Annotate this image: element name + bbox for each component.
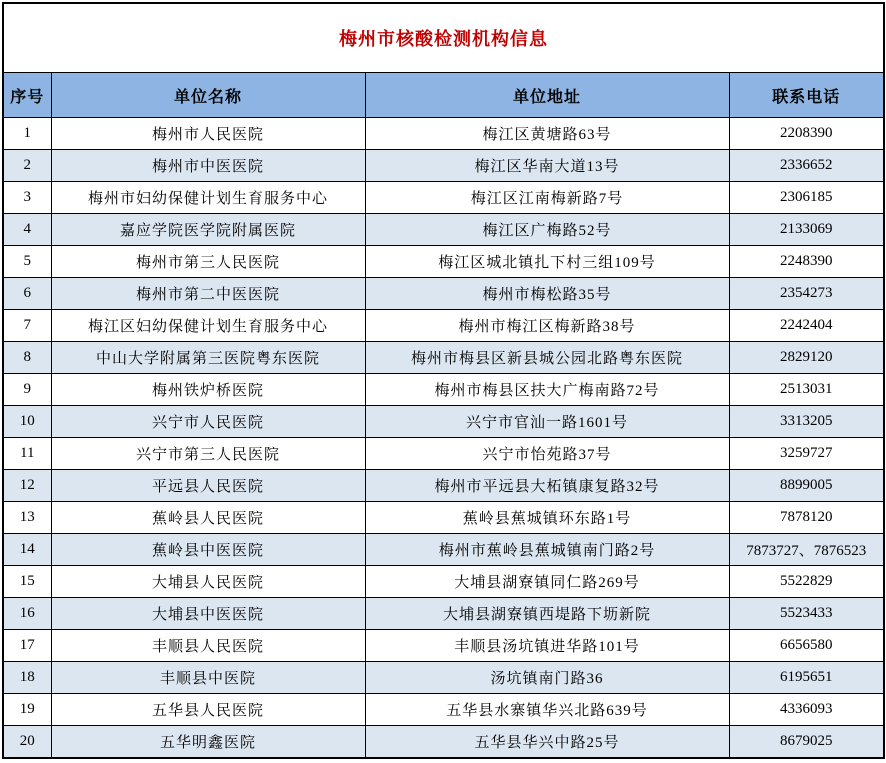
cell-name: 梅州市第二中医医院: [51, 278, 365, 310]
cell-phone: 3259727: [729, 438, 884, 470]
cell-phone: 6195651: [729, 662, 884, 694]
cell-phone: 2248390: [729, 246, 884, 278]
cell-name: 嘉应学院医学院附属医院: [51, 214, 365, 246]
cell-phone: 6656580: [729, 630, 884, 662]
table-header-row: [3, 73, 884, 118]
cell-address: 梅州市梅江区梅新路38号: [365, 310, 729, 342]
cell-address: 梅州市蕉岭县蕉城镇南门路2号: [365, 534, 729, 566]
table-row: [3, 150, 884, 182]
cell-name: 蕉岭县中医医院: [51, 534, 365, 566]
cell-index: 11: [3, 438, 51, 470]
table-row: [3, 502, 884, 534]
cell-address: 梅江区黄塘路63号: [365, 118, 729, 150]
table-row: [3, 566, 884, 598]
cell-address: 梅江区江南梅新路7号: [365, 182, 729, 214]
cell-index: 12: [3, 470, 51, 502]
cell-index: 9: [3, 374, 51, 406]
cell-phone: 7878120: [729, 502, 884, 534]
cell-index: 15: [3, 566, 51, 598]
cell-phone: 8899005: [729, 470, 884, 502]
column-header-name: 单位名称: [51, 73, 365, 118]
cell-name: 大埔县人民医院: [51, 566, 365, 598]
cell-address: 兴宁市怡苑路37号: [365, 438, 729, 470]
cell-name: 五华明鑫医院: [51, 726, 365, 758]
cell-name: 丰顺县人民医院: [51, 630, 365, 662]
table-row: [3, 118, 884, 150]
table-row: [3, 278, 884, 310]
cell-name: 平远县人民医院: [51, 470, 365, 502]
cell-phone: 3313205: [729, 406, 884, 438]
table-row: [3, 598, 884, 630]
table-row: [3, 182, 884, 214]
cell-index: 19: [3, 694, 51, 726]
cell-name: 梅州市第三人民医院: [51, 246, 365, 278]
cell-phone: 4336093: [729, 694, 884, 726]
cell-index: 8: [3, 342, 51, 374]
cell-address: 梅州市梅县区扶大广梅南路72号: [365, 374, 729, 406]
cell-phone: 2513031: [729, 374, 884, 406]
cell-phone: 5523433: [729, 598, 884, 630]
cell-address: 五华县水寨镇华兴北路639号: [365, 694, 729, 726]
table-row: [3, 374, 884, 406]
cell-name: 丰顺县中医院: [51, 662, 365, 694]
cell-index: 2: [3, 150, 51, 182]
table-row: [3, 214, 884, 246]
cell-name: 梅州市人民医院: [51, 118, 365, 150]
cell-address: 梅州市梅松路35号: [365, 278, 729, 310]
cell-index: 4: [3, 214, 51, 246]
cell-name: 蕉岭县人民医院: [51, 502, 365, 534]
page-title: 梅州市核酸检测机构信息: [3, 3, 884, 73]
table-title-row: [3, 3, 884, 73]
cell-phone: 2829120: [729, 342, 884, 374]
table-row: [3, 630, 884, 662]
cell-address: 梅江区华南大道13号: [365, 150, 729, 182]
cell-name: 兴宁市人民医院: [51, 406, 365, 438]
cell-phone: 8679025: [729, 726, 884, 758]
cell-index: 7: [3, 310, 51, 342]
table-row: [3, 438, 884, 470]
cell-address: 丰顺县汤坑镇进华路101号: [365, 630, 729, 662]
cell-index: 3: [3, 182, 51, 214]
cell-name: 梅江区妇幼保健计划生育服务中心: [51, 310, 365, 342]
institutions-table-sheet: [2, 2, 883, 759]
cell-phone: 2242404: [729, 310, 884, 342]
cell-name: 梅州市中医医院: [51, 150, 365, 182]
cell-address: 梅州市梅县区新县城公园北路粤东医院: [365, 342, 729, 374]
cell-phone: 2354273: [729, 278, 884, 310]
cell-address: 大埔县湖寮镇同仁路269号: [365, 566, 729, 598]
cell-index: 5: [3, 246, 51, 278]
table-row: [3, 310, 884, 342]
cell-index: 14: [3, 534, 51, 566]
cell-address: 大埔县湖寮镇西堤路下坜新院: [365, 598, 729, 630]
cell-address: 兴宁市官汕一路1601号: [365, 406, 729, 438]
cell-name: 大埔县中医医院: [51, 598, 365, 630]
table-body: [3, 118, 884, 759]
cell-address: 蕉岭县蕉城镇环东路1号: [365, 502, 729, 534]
cell-address: 梅州市平远县大柘镇康复路32号: [365, 470, 729, 502]
table-row: [3, 342, 884, 374]
cell-phone: 7873727、7876523: [729, 534, 884, 566]
cell-address: 汤坑镇南门路36: [365, 662, 729, 694]
column-header-address: 单位地址: [365, 73, 729, 118]
cell-index: 16: [3, 598, 51, 630]
table-row: [3, 406, 884, 438]
cell-phone: 5522829: [729, 566, 884, 598]
column-header-phone: 联系电话: [729, 73, 884, 118]
table-row: [3, 246, 884, 278]
cell-phone: 2336652: [729, 150, 884, 182]
cell-name: 兴宁市第三人民医院: [51, 438, 365, 470]
cell-index: 1: [3, 118, 51, 150]
cell-index: 18: [3, 662, 51, 694]
cell-address: 梅江区城北镇扎下村三组109号: [365, 246, 729, 278]
cell-phone: 2133069: [729, 214, 884, 246]
cell-name: 梅州市妇幼保健计划生育服务中心: [51, 182, 365, 214]
table-row: [3, 694, 884, 726]
cell-index: 6: [3, 278, 51, 310]
cell-phone: 2208390: [729, 118, 884, 150]
cell-address: 梅江区广梅路52号: [365, 214, 729, 246]
cell-name: 中山大学附属第三医院粤东医院: [51, 342, 365, 374]
cell-address: 五华县华兴中路25号: [365, 726, 729, 758]
cell-index: 10: [3, 406, 51, 438]
column-header-index: 序号: [3, 73, 51, 118]
cell-name: 五华县人民医院: [51, 694, 365, 726]
cell-name: 梅州铁炉桥医院: [51, 374, 365, 406]
cell-index: 13: [3, 502, 51, 534]
institutions-table: [2, 2, 885, 759]
cell-index: 20: [3, 726, 51, 758]
table-row: [3, 534, 884, 566]
cell-index: 17: [3, 630, 51, 662]
cell-phone: 2306185: [729, 182, 884, 214]
table-row: [3, 470, 884, 502]
table-row: [3, 662, 884, 694]
table-row: [3, 726, 884, 758]
